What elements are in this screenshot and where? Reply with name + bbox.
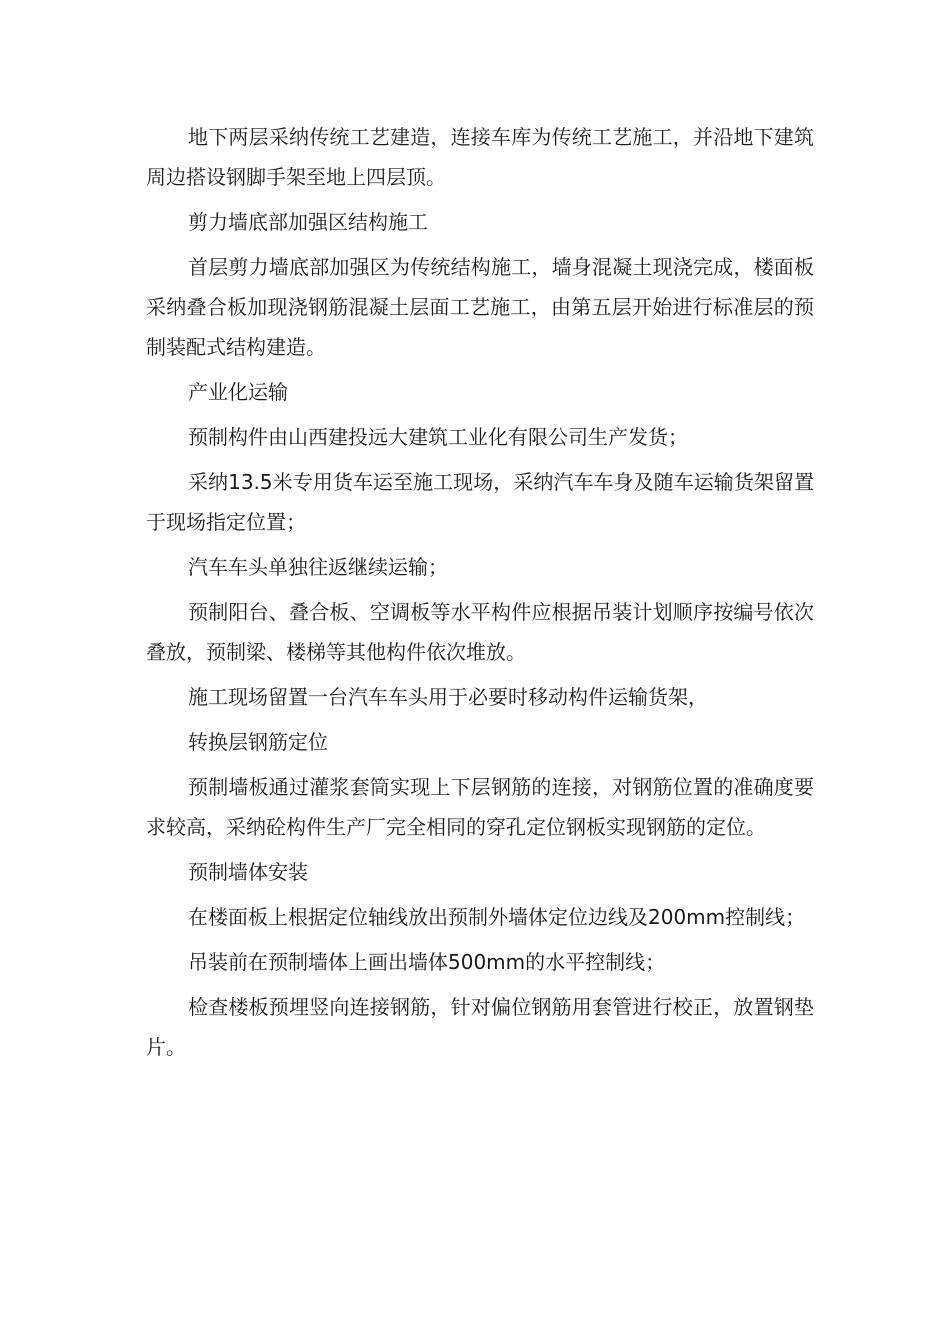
- paragraph-wall-installation-3: 检查楼板预埋竖向连接钢筋，针对偏位钢筋用套管进行校正，放置钢垫片。: [146, 995, 814, 1059]
- paragraph-rebar-positioning: 预制墙板通过灌浆套筒实现上下层钢筋的连接，对钢筋位置的准确度要求较高，采纳砼构件生产厂完全相同的穿孔定位钢板实现钢筋的定位。: [146, 775, 814, 839]
- paragraph-transport-5: 施工现场留置一台汽车车头用于必要时移动构件运输货架，: [188, 685, 708, 709]
- paragraph-wall-installation-2: 吊装前在预制墙体上画出墙体500mm的水平控制线；: [188, 950, 666, 974]
- paragraph-underground-floors: 地下两层采纳传统工艺建造，连接车库为传统工艺施工，并沿地下建筑周边搭设钢脚手架至地上四层顶。: [146, 125, 814, 189]
- heading-transport: 产业化运输: [188, 380, 288, 404]
- paragraph-transport-1: 预制构件由山西建投远大建筑工业化有限公司生产发货；: [188, 425, 688, 449]
- paragraph-transport-3: 汽车车头单独往返继续运输；: [188, 555, 448, 579]
- heading-wall-installation: 预制墙体安装: [188, 860, 308, 884]
- document-body: [146, 117, 814, 1067]
- paragraph-shear-wall: 首层剪力墙底部加强区为传统结构施工，墙身混凝土现浇完成，楼面板采纳叠合板加现浇钢筋混凝土层面工艺施工，由第五层开始进行标准层的预制装配式结构建造。: [146, 255, 814, 359]
- paragraph-transport-4: 预制阳台、叠合板、空调板等水平构件应根据吊装计划顺序按编号依次叠放，预制梁、楼梯等其他构件依次堆放。: [146, 600, 814, 664]
- paragraph-wall-installation-1: 在楼面板上根据定位轴线放出预制外墙体定位边线及200mm控制线；: [188, 905, 806, 929]
- heading-shear-wall: 剪力墙底部加强区结构施工: [188, 210, 428, 234]
- paragraph-transport-2: 采纳13.5米专用货车运至施工现场，采纳汽车车身及随车运输货架留置于现场指定位置；: [146, 470, 814, 534]
- heading-rebar-positioning: 转换层钢筋定位: [188, 730, 328, 754]
